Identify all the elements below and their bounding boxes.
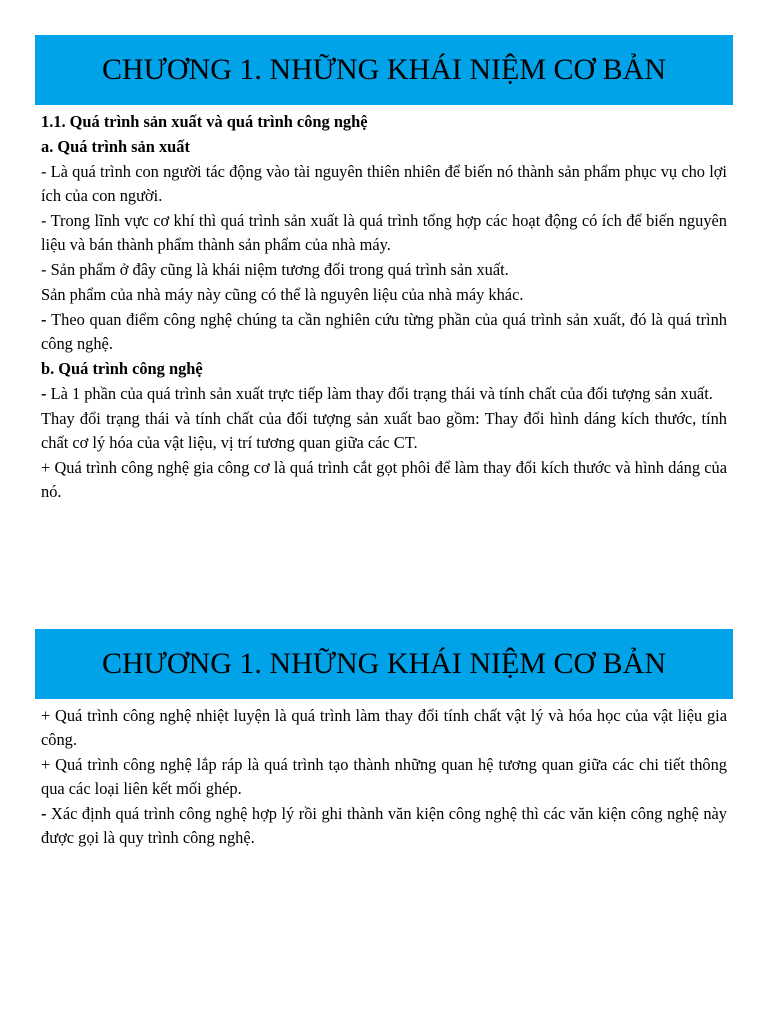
paragraph <box>41 704 727 752</box>
paragraph-text: Là quá trình con người tác động vào tài nguyên thiên nhiên để biến nó thành sản phẩm phục vụ cho lợi ích của con người. <box>41 162 727 205</box>
paragraph-text: Là 1 phần của quá trình sản xuất trực tiếp làm thay đổi trạng thái và tính chất của đối tượng sản xuất. <box>50 384 713 403</box>
paragraph <box>41 160 727 208</box>
paragraph-text: Theo quan điểm công nghệ chúng ta cần nghiên cứu từng phần của quá trình sản xuất, đó là quá trình công nghệ. <box>41 310 727 353</box>
section-heading-text: 1.1. Quá trình sản xuất và quá trình công nghệ <box>41 112 368 131</box>
slide-2-title-banner <box>35 629 733 699</box>
paragraph <box>41 753 727 801</box>
paragraph-text: Quá trình công nghệ gia công cơ là quá trình cắt gọt phôi để làm thay đổi kích thước và hình dáng của nó. <box>41 458 727 501</box>
paragraph <box>41 209 727 257</box>
paragraph-text: Quá trình công nghệ nhiệt luyện là quá trình làm thay đổi tính chất vật lý và hóa học của vật liệu gia công. <box>41 706 727 749</box>
subsection-heading <box>41 135 727 159</box>
paragraph <box>41 407 727 455</box>
paragraph-text: Quá trình công nghệ lắp ráp là quá trình tạo thành những quan hệ tương quan giữa các chi tiết thông qua các loại liên kết mối ghép. <box>41 755 728 798</box>
paragraph <box>41 456 727 504</box>
bullet-prefix: - <box>41 162 51 181</box>
slide-2-body <box>41 704 727 851</box>
bullet-prefix: - <box>41 310 52 329</box>
paragraph-text: Xác định quá trình công nghệ hợp lý rồi ghi thành văn kiện công nghệ thì các văn kiện công nghệ này được gọi là quy trình công nghệ. <box>41 804 727 847</box>
subsection-heading-text: b. Quá trình công nghệ <box>41 359 203 378</box>
bullet-prefix: - <box>41 211 51 230</box>
bullet-prefix: - <box>41 804 51 823</box>
paragraph <box>41 802 727 850</box>
paragraph-text: Sản phẩm của nhà máy này cũng có thể là nguyên liệu của nhà máy khác. <box>41 285 524 304</box>
paragraph <box>41 283 727 307</box>
slide-1-title: CHƯƠNG 1. NHỮNG KHÁI NIỆM CƠ BẢN <box>101 53 667 86</box>
section-heading <box>41 110 727 134</box>
bullet-prefix: + <box>41 706 56 725</box>
slide-2 <box>0 600 768 1024</box>
slide-2-title: CHƯƠNG 1. NHỮNG KHÁI NIỆM CƠ BẢN <box>101 647 667 680</box>
paragraph-text: Thay đổi trạng thái và tính chất của đối tượng sản xuất bao gồm: Thay đổi hình dáng kích thước, tính chất cơ lý hóa của vật liệu, vị trí tương quan giữa các CT. <box>41 409 727 452</box>
subsection-heading-text: a. Quá trình sản xuất <box>41 137 190 156</box>
slide-1-title-banner <box>35 35 733 105</box>
paragraph-text: Sản phẩm ở đây cũng là khái niệm tương đối trong quá trình sản xuất. <box>50 260 509 279</box>
paragraph <box>41 382 727 406</box>
paragraph <box>41 308 727 356</box>
subsection-heading <box>41 357 727 381</box>
bullet-prefix: - <box>41 260 51 279</box>
slide-1-body <box>41 110 727 505</box>
paragraph <box>41 258 727 282</box>
bullet-prefix: + <box>41 755 56 774</box>
bullet-prefix: - <box>41 384 51 403</box>
bullet-prefix: + <box>41 458 55 477</box>
paragraph-text: Trong lĩnh vực cơ khí thì quá trình sản xuất là quá trình tổng hợp các hoạt động có ích để biến nguyên liệu và bán thành phẩm thành sản phẩm của nhà máy. <box>41 211 727 254</box>
